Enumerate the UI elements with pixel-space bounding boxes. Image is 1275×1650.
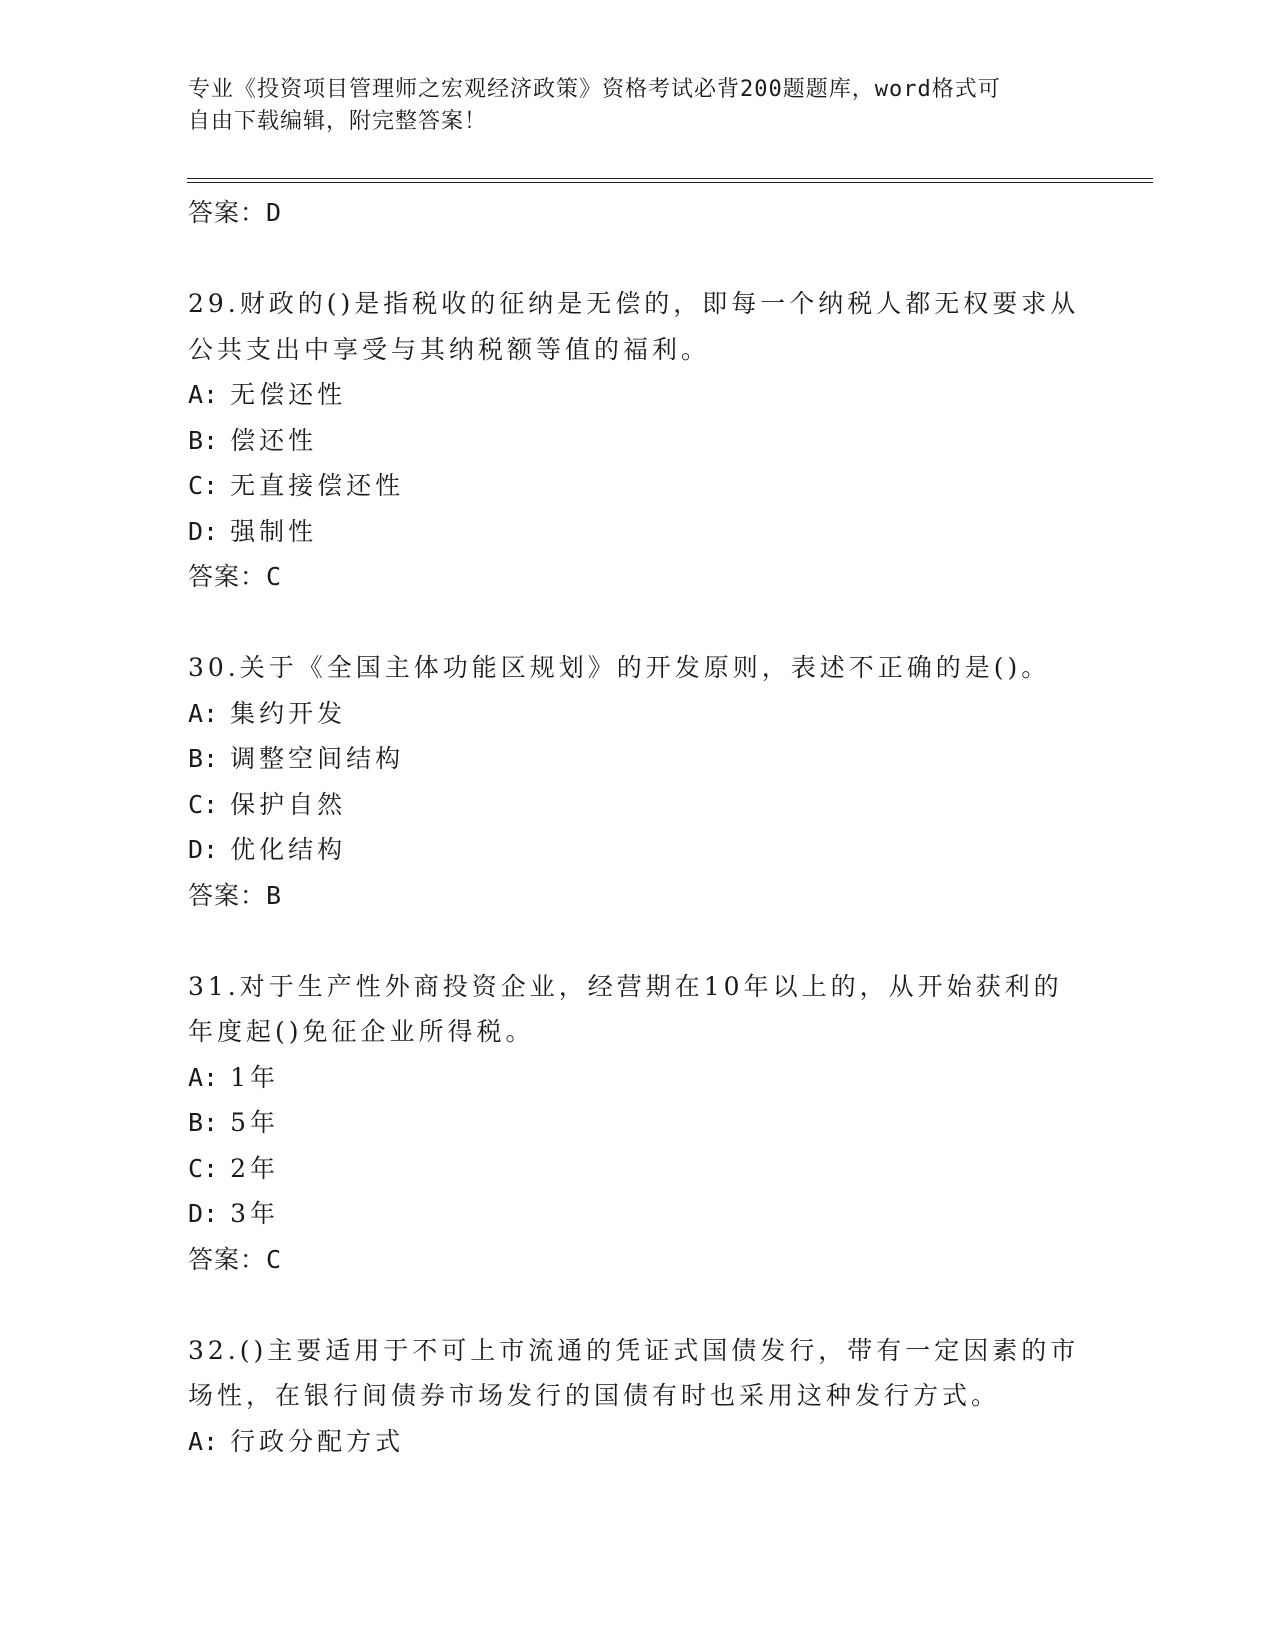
option-a [188, 1419, 1088, 1465]
option-letter: C: [188, 471, 219, 500]
option-text: 偿还性 [230, 425, 318, 455]
question-text-line: 场性，在银行间债券市场发行的国债有时也采用这种发行方式。 [188, 1381, 1001, 1410]
option-text: 优化结构 [230, 835, 347, 864]
option-letter: C: [188, 789, 219, 819]
header-line-1: 专业《投资项目管理师之宏观经济政策》资格考试必背200题题库，word格式可 [188, 77, 1001, 102]
answer-label: 答案： [188, 1244, 267, 1274]
option-b [188, 418, 1088, 464]
header-line-2: 自由下载编辑，附完整答案！ [188, 109, 488, 134]
answer-value: B [266, 880, 283, 910]
answer-line [188, 190, 1088, 235]
option-letter: A: [188, 698, 219, 728]
option-letter: D: [188, 1199, 219, 1228]
option-c [188, 782, 1088, 828]
option-a [188, 1055, 1088, 1101]
question-31 [188, 964, 1088, 1282]
answer-value: D [266, 198, 283, 227]
option-c [188, 463, 1088, 509]
option-text: 集约开发 [230, 698, 347, 728]
option-d [188, 509, 1088, 555]
option-text: 3年 [230, 1199, 279, 1228]
question-text [188, 1328, 1088, 1419]
question-text-line: 年度起()免征企业所得税。 [188, 1017, 535, 1046]
option-letter: A: [188, 1062, 219, 1092]
option-text: 2年 [230, 1153, 279, 1183]
option-d [188, 827, 1088, 873]
question-text-line: 32.()主要适用于不可上市流通的凭证式国债发行，带有一定因素的市 [188, 1335, 1080, 1365]
header-divider-bottom [187, 182, 1153, 183]
question-29 [188, 281, 1088, 599]
option-a [188, 691, 1088, 737]
option-text: 行政分配方式 [230, 1426, 405, 1456]
question-text [188, 964, 1088, 1055]
option-letter: A: [188, 1426, 219, 1456]
answer-line [188, 554, 1088, 599]
option-letter: C: [188, 1153, 219, 1183]
option-letter: B: [188, 1108, 219, 1137]
option-c [188, 1146, 1088, 1192]
question-30 [188, 645, 1088, 918]
answer-line [188, 873, 1088, 918]
option-b [188, 1100, 1088, 1146]
question-text-line: 31.对于生产性外商投资企业，经营期在10年以上的，从开始获利的 [188, 971, 1063, 1001]
answer-label: 答案： [188, 198, 267, 227]
header-divider-top [187, 178, 1153, 179]
question-text-line: 29.财政的()是指税收的征纳是无偿的，即每一个纳税人都无权要求从 [188, 289, 1080, 318]
answer-value: C [266, 562, 283, 591]
option-text: 5年 [230, 1108, 279, 1137]
option-letter: B: [188, 425, 219, 455]
question-32 [188, 1328, 1088, 1465]
question-list [188, 190, 1088, 1464]
option-text: 1年 [230, 1062, 279, 1092]
option-text: 强制性 [230, 516, 318, 546]
question-text [188, 645, 1088, 691]
answer-value: C [266, 1244, 283, 1274]
option-a [188, 372, 1088, 418]
option-letter: D: [188, 516, 219, 546]
option-letter: A: [188, 380, 219, 409]
document-header [188, 74, 1068, 138]
answer-label: 答案： [188, 562, 267, 591]
option-text: 保护自然 [230, 789, 347, 819]
question-text-line: 30.关于《全国主体功能区规划》的开发原则，表述不正确的是()。 [188, 653, 1051, 682]
answer-line [188, 1237, 1088, 1282]
question-text-line: 公共支出中享受与其纳税额等值的福利。 [188, 334, 711, 364]
question-text [188, 281, 1088, 372]
option-letter: D: [188, 835, 219, 864]
answer-label: 答案： [188, 880, 267, 910]
option-text: 无直接偿还性 [230, 471, 405, 500]
option-text: 无偿还性 [230, 380, 347, 409]
option-letter: B: [188, 744, 219, 773]
option-d [188, 1191, 1088, 1237]
option-text: 调整空间结构 [230, 744, 405, 773]
option-b [188, 736, 1088, 782]
